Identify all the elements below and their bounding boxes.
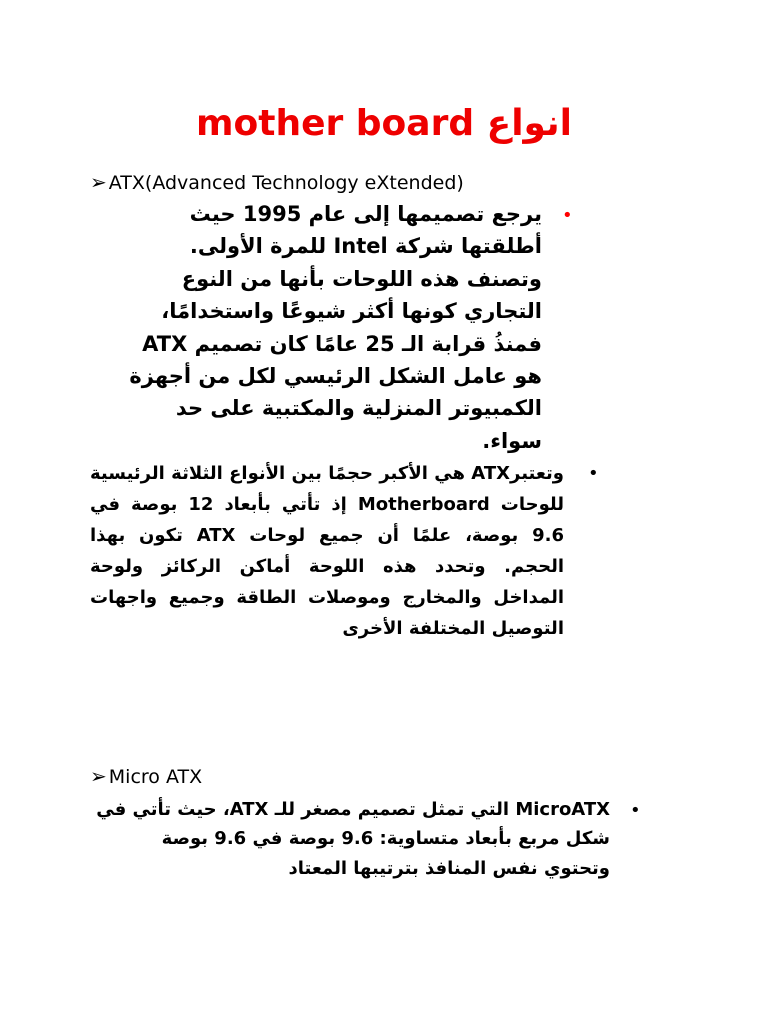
arrow-bullet-icon: ➢ [90,170,107,194]
dot-bullet-icon: • [630,800,641,821]
section-heading-atx [90,169,464,196]
paragraph: وتعتبرATX هي الأكبر حجمًا بين الأنواع الثلاثة الرئيسية للوحات Motherboard إذ تأتي بأبعاد 12 بوصة في 9.6 بوصة، علمًا أن جميع لوحات ATX تكون بهذا الحجم. وتحدد هذه اللوحة أماكن الركائز ولوحة المداخل والمخارج وموصلات الطاقة وجميع واجهات التوصيل المختلفة الأخرى [90,463,564,639]
page-title: انواع mother board [195,103,572,144]
paragraph: يرجع تصميمها إلى عام 1995 حيث أطلقتها شركة Intel للمرة الأولى. وتصنف هذه اللوحات بأنها من النوع التجاري كونها أكثر شيوعًا واستخدامًا، فمنذُ قرابة الـ 25 عامًا كان تصميم ATX هو عامل الشكل الرئيسي لكل من أجهزة الكمبيوتر المنزلية والمكتبية على حد سواء. [129,202,542,453]
dot-bullet-icon: • [588,463,599,484]
section-heading-label: ATX(Advanced Technology eXtended) [108,172,464,194]
arrow-bullet-icon: ➢ [90,764,107,788]
section-heading-label: Micro ATX [108,766,203,788]
paragraph: MicroATX التي تمثل تصميم مصغر للـ ATX، حيث تأتي في شكل مربع بأبعاد متساوية: 9.6 بوصة في 9.6 بوصة وتحتوي نفس المنافذ بترتيبها المعتاد [96,799,610,879]
section-heading-micro-atx [90,763,202,790]
dot-bullet-icon: • [562,205,573,226]
